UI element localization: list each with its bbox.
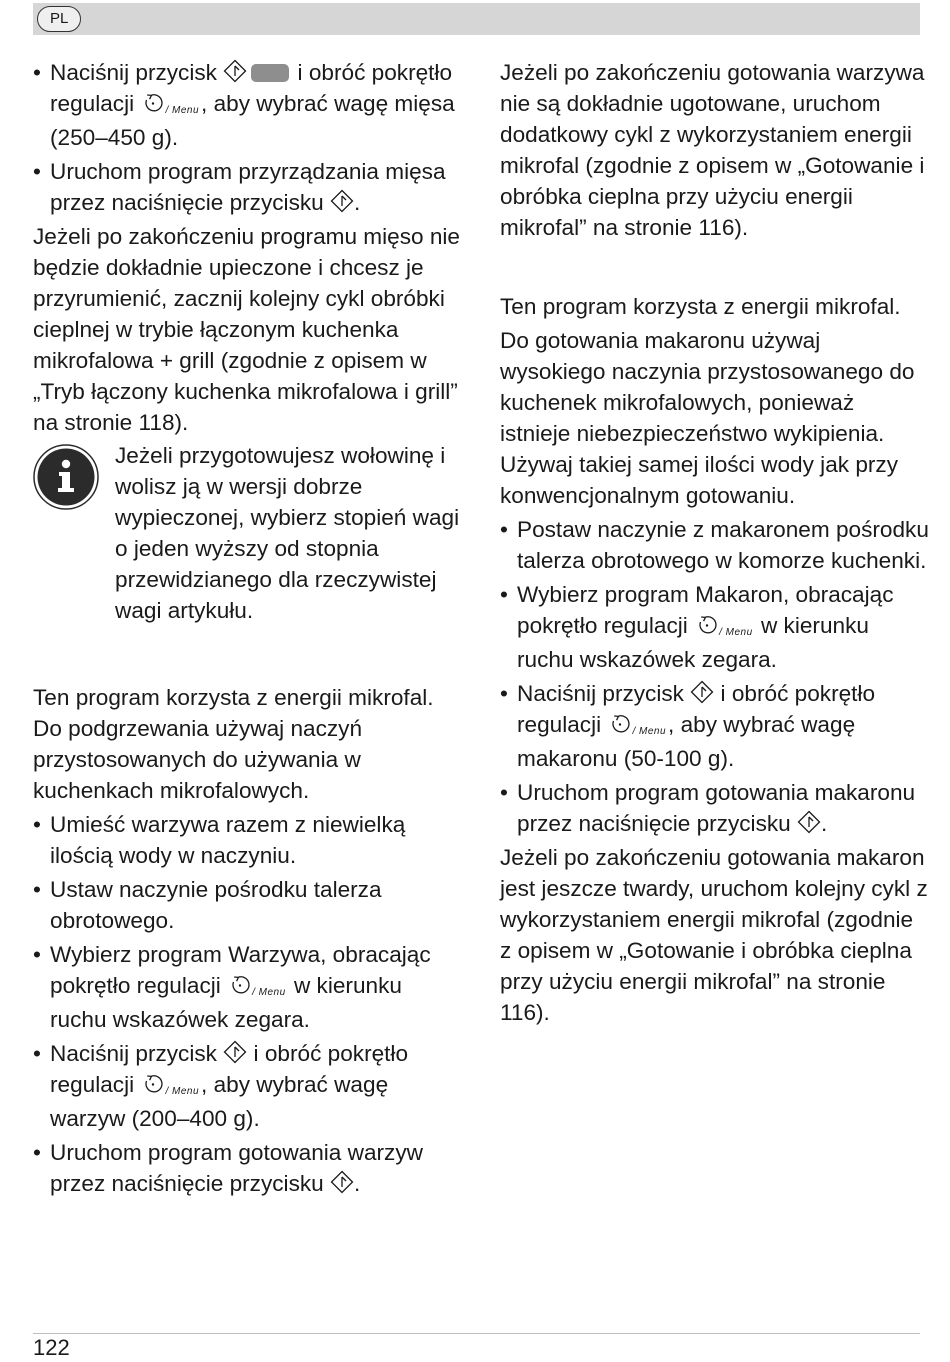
list-item: • Naciśnij przycisk i obróć pokrętło regulacji / Menu , aby wybrać wagę makaronu (50-100 g). <box>500 678 930 774</box>
vegetables-note: Jeżeli po zakończeniu gotowania warzywa nie są dokładnie ugotowane, uruchom dodatkowy cykl z wykorzystaniem energii mikrofal (zgodnie z opisem w „Gotowanie i obróbka cieplna przy użyciu energii mikrofal” na stronie 116). <box>500 60 925 240</box>
list-item: • Uruchom program gotowania makaronu przez naciśnięcie przycisku . <box>500 777 930 839</box>
meat-steps <box>33 57 463 218</box>
menu-knob-icon: / Menu <box>142 91 199 122</box>
list-item: • Ustaw naczynie pośrodku talerza obrotowego. <box>33 874 463 936</box>
list-item: • Uruchom program przyrządzania mięsa przez naciśnięcie przycisku . <box>33 156 463 218</box>
info-text: Jeżeli przygotowujesz wołowinę i wolisz ją w wersji dobrze wypieczonej, wybierz stopień wagi o jeden wyższy od stopnia przewidzianego dla rzeczywistej wagi artykułu. <box>115 443 460 623</box>
info-box <box>33 440 463 626</box>
start-diamond-icon <box>797 810 821 834</box>
meat-note: Jeżeli po zakończeniu programu mięso nie będzie dokładnie upieczone i chcesz je przyrumienić, zacznij kolejny cykl obróbki cieplnej w trybie łączonym kuchenka mikrofalowa + grill (zgodnie z opisem w „Tryb łączony kuchenka mikrofalowa i grill” na stronie 118). <box>33 224 460 435</box>
page-number: 122 <box>33 1335 70 1360</box>
pasta-intro: Ten program korzysta z energii mikrofal. <box>500 294 901 319</box>
list-item: • Uruchom program gotowania warzyw przez naciśnięcie przycisku . <box>33 1137 463 1199</box>
footer-divider <box>33 1333 920 1334</box>
list-item: • Naciśnij przycisk i obróć pokrętło regulacji / Menu , aby wybrać wagę warzyw (200–400 g). <box>33 1038 463 1134</box>
right-column <box>500 57 930 1028</box>
start-diamond-icon <box>330 1170 354 1194</box>
menu-knob-icon: / Menu <box>609 712 666 743</box>
left-column <box>33 57 463 1202</box>
pasta-note: Jeżeli po zakończeniu gotowania makaron jest jeszcze twardy, uruchom kolejny cykl z wykorzystaniem energii mikrofal (zgodnie z opisem w „Gotowanie i obróbka cieplna przy użyciu energii mikrofal” na stronie 116). <box>500 845 928 1025</box>
list-item: • Wybierz program Makaron, obracając pokrętło regulacji / Menu w kierunku ruchu wskazówek zegara. <box>500 579 930 675</box>
menu-knob-icon: / Menu <box>142 1072 199 1103</box>
start-diamond-icon <box>330 189 354 213</box>
header-bar <box>33 3 920 35</box>
language-badge: PL <box>37 6 81 32</box>
button-pill-icon <box>251 64 289 82</box>
info-icon <box>33 440 115 626</box>
list-item: • Wybierz program Warzywa, obracając pokrętło regulacji / Menu w kierunku ruchu wskazówek zegara. <box>33 939 463 1035</box>
menu-knob-icon: / Menu <box>229 973 286 1004</box>
start-diamond-icon <box>223 59 247 83</box>
list-item: • Postaw naczynie z makaronem pośrodku talerza obrotowego w komorze kuchenki. <box>500 514 930 576</box>
pasta-steps <box>500 514 930 839</box>
vegetables-intro: Ten program korzysta z energii mikrofal. <box>33 685 434 710</box>
menu-knob-icon: / Menu <box>696 613 753 644</box>
list-item: • Naciśnij przycisk i obróć pokrętło regulacji / Menu , aby wybrać wagę mięsa (250–450 g). <box>33 57 463 153</box>
pasta-dishes: Do gotowania makaronu używaj wysokiego naczynia przystosowanego do kuchenek mikrofalowych, ponieważ istnieje niebezpieczeństwo wykipienia. Używaj takiej samej ilości wody jak przy konwencjonalnym gotowaniu. <box>500 328 915 508</box>
start-diamond-icon <box>223 1040 247 1064</box>
start-diamond-icon <box>690 680 714 704</box>
vegetable-steps <box>33 809 463 1199</box>
vegetables-dishes: Do podgrzewania używaj naczyń przystosowanych do używania w kuchenkach mikrofalowych. <box>33 716 363 803</box>
list-item: • Umieść warzywa razem z niewielką ilością wody w naczyniu. <box>33 809 463 871</box>
